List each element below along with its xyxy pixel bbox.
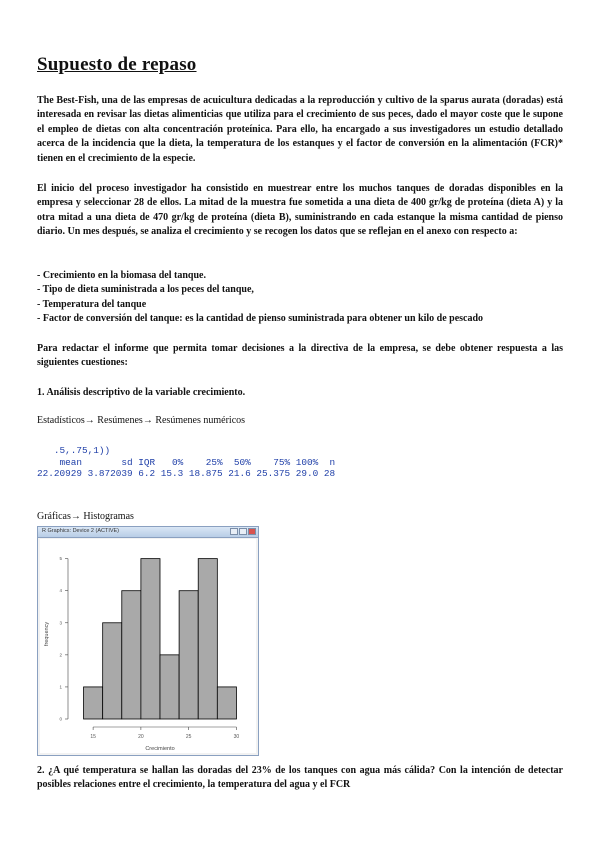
y-tick-label: 3 [59, 620, 62, 626]
question-2: 2. ¿A qué temperatura se hallan las doradas del 23% de los tanques con agua más cálida? Con la intención de detectar posibles relaciones entre el crecimiento, la temperatura del agua y el FCR [37, 765, 563, 791]
histogram-canvas [40, 539, 256, 753]
list-item: - Factor de conversión del tanque: es la cantidad de pienso suministrada para obtener un kilo de pescado [37, 313, 484, 325]
histogram-bar [160, 655, 179, 719]
histogram-bar [84, 687, 103, 719]
y-tick-label: 5 [59, 556, 62, 562]
y-tick-label: 4 [59, 588, 62, 594]
x-tick-label: 20 [138, 734, 144, 740]
window-titlebar [38, 527, 258, 538]
histogram-bar [217, 687, 236, 719]
list-item: - Temperatura del tanque [37, 298, 147, 310]
histogram-bar [179, 591, 198, 719]
y-tick-label: 1 [59, 684, 62, 690]
question-1: 1. Análisis descriptivo de la variable crecimiento. [37, 387, 246, 398]
x-axis-label: Crecimiento [145, 746, 175, 752]
close-icon[interactable] [248, 528, 256, 535]
menu-path-histograms: Gráficas→ Histogramas [37, 511, 134, 522]
x-tick-label: 25 [185, 734, 192, 740]
histogram-bar [141, 559, 160, 719]
code-line: 22.20929 3.872039 6.2 15.3 18.875 21.6 25.375 29.0 28 [37, 468, 336, 479]
histogram-bar [198, 559, 217, 719]
code-line: mean sd IQR 0% 25% 50% 75% 100% n [37, 456, 336, 468]
histogram-bar [122, 591, 141, 719]
list-item: - Crecimiento en la biomasa del tanque. [37, 270, 206, 281]
maximize-icon[interactable] [239, 528, 247, 535]
histogram-bar [103, 623, 122, 719]
code-line: .5,.75,1)) [37, 445, 111, 456]
graphics-window [37, 526, 259, 756]
histogram-chart [40, 539, 256, 753]
window-title: R Graphics: Device 2 (ACTIVE) [42, 528, 120, 534]
x-tick-label: 30 [233, 734, 240, 740]
y-tick-label: 0 [59, 716, 62, 722]
questions-intro: Para redactar el informe que permita tomar decisiones a la directiva de la empresa, se debe obtener respuesta a las siguientes cuestiones: [37, 343, 563, 369]
minimize-icon[interactable] [230, 528, 238, 535]
menu-path-summaries: Estadísticos→ Resúmenes→ Resúmenes numéricos [37, 415, 246, 426]
intro-paragraph: The Best-Fish, una de las empresas de acuicultura dedicadas a la reproducción y cultivo de la sparus aurata (doradas) está interesada en revisar las dietas alimenticias que utiliza para el crecimiento de sus peces, dado el mayor coste que le supone el empleo de dietas con alta concentración proteínica. Para ello, ha encargado a sus investigadores un estudio detallado acerca de la incidencia que la dieta, la temperatura de los estanques y el factor de conversión en la alimentación (FCR)* tienen en el crecimiento de la especie. [37, 95, 563, 164]
page-title: Supuesto de repaso [37, 54, 197, 75]
y-axis-label: frequency [44, 621, 50, 647]
variables-list [37, 269, 563, 327]
list-item: - Tipo de dieta suministrada a los peces del tanque, [37, 284, 254, 296]
r-output [37, 445, 335, 480]
y-tick-label: 2 [59, 652, 62, 658]
sampling-paragraph: El inicio del proceso investigador ha consistido en muestrear entre los muchos tanques de doradas disponibles en la empresa y seleccionar 28 de ellos. La mitad de la muestra fue sometida a una dieta de 400 gr/kg de proteína (dieta A) y la otra mitad a una dieta de 470 gr/kg de proteína (dieta B), suministrando en cada estanque la misma cantidad de pienso diario. Un mes después, se analiza el crecimiento y se recogen los datos que se reflejan en el anexo con respecto a: [37, 183, 563, 238]
x-tick-label: 15 [90, 734, 96, 740]
